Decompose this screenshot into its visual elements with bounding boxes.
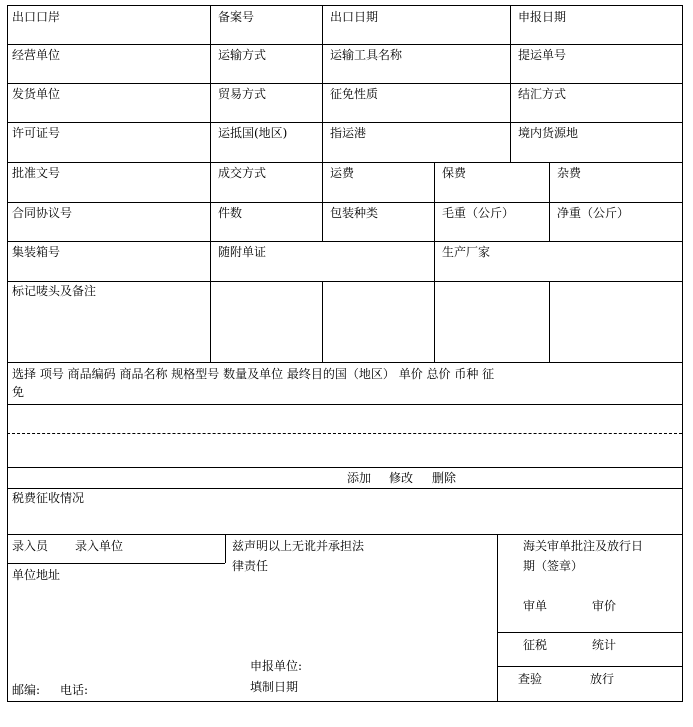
rule [7, 44, 682, 45]
rule [210, 5, 211, 362]
trade-mode-label: 贸易方式 [218, 87, 267, 101]
postcode-label: 邮编: [12, 683, 41, 697]
rule [7, 202, 682, 203]
customs-approval-label: 海关审单批注及放行日 [523, 539, 644, 553]
gross-weight-label: 毛重（公斤） [442, 206, 515, 220]
freight-label: 运费 [330, 166, 355, 180]
attached-docs-label: 随附单证 [218, 245, 267, 259]
rule [322, 5, 323, 241]
rule [549, 162, 550, 241]
inspection-label: 查验 [518, 672, 543, 686]
fill-date-label: 填制日期 [250, 680, 299, 694]
rule [7, 5, 8, 702]
rule [7, 122, 682, 123]
record-no-label: 备案号 [218, 10, 255, 24]
insurance-label: 保费 [442, 166, 467, 180]
tax-status-label: 税费征收情况 [12, 491, 85, 505]
rule [497, 666, 682, 667]
customs-approval-label-wrap: 期（签章） [523, 559, 584, 573]
goods-column-header-wrap: 免 [12, 385, 25, 399]
shipper-label: 发货单位 [12, 87, 61, 101]
manufacturer-label: 生产厂家 [442, 245, 491, 259]
business-unit-label: 经营单位 [12, 48, 61, 62]
dashed-rule [7, 433, 682, 434]
release-label: 放行 [590, 672, 615, 686]
declare-date-label: 申报日期 [518, 10, 567, 24]
transport-tool-label: 运输工具名称 [330, 48, 403, 62]
statistics-label: 统计 [592, 638, 617, 652]
contract-no-label: 合同协议号 [12, 206, 73, 220]
rule [7, 534, 682, 535]
container-no-label: 集装箱号 [12, 245, 61, 259]
pieces-label: 件数 [218, 206, 243, 220]
package-type-label: 包装种类 [330, 206, 379, 220]
export-date-label: 出口日期 [330, 10, 379, 24]
dest-country-label: 运抵国(地区) [218, 126, 288, 140]
rule [225, 534, 226, 563]
net-weight-label: 净重（公斤） [557, 206, 630, 220]
rule [7, 404, 682, 405]
rule [7, 162, 682, 163]
rule [434, 162, 435, 362]
rule [322, 281, 323, 362]
rule [7, 563, 225, 564]
approval-no-label: 批准文号 [12, 166, 61, 180]
rule [7, 467, 682, 468]
declaration-text-wrap: 律责任 [232, 559, 269, 573]
export-port-label: 出口口岸 [12, 10, 61, 24]
levy-label: 征税 [523, 638, 548, 652]
declaration-text: 兹声明以上无讹并承担法 [232, 539, 365, 553]
rule [7, 488, 682, 489]
rule [7, 5, 682, 6]
rule [497, 534, 498, 701]
misc-fee-label: 杂费 [557, 166, 582, 180]
dest-port-label: 指运港 [330, 126, 367, 140]
settlement-label: 结汇方式 [518, 87, 567, 101]
price-review-label: 审价 [592, 599, 617, 613]
rule [7, 362, 682, 363]
rule [7, 241, 682, 242]
add-button[interactable]: 添加 [347, 471, 372, 485]
rule [510, 5, 511, 162]
levy-nature-label: 征免性质 [330, 87, 379, 101]
declare-unit-label: 申报单位: [250, 659, 303, 673]
rule [7, 281, 682, 282]
rule [7, 701, 682, 702]
entry-unit-label: 录入单位 [75, 539, 124, 553]
unit-address-label: 单位地址 [12, 568, 61, 582]
rule [682, 5, 683, 702]
phone-label: 电话: [60, 683, 89, 697]
license-no-label: 许可证号 [12, 126, 61, 140]
transport-mode-label: 运输方式 [218, 48, 267, 62]
deal-mode-label: 成交方式 [218, 166, 267, 180]
rule [497, 632, 682, 633]
goods-column-header: 选择 项号 商品编码 商品名称 规格型号 数量及单位 最终目的国（地区） 单价 总价 币种 征 [12, 367, 495, 381]
entry-clerk-label: 录入员 [12, 539, 49, 553]
domestic-source-label: 境内货源地 [518, 126, 579, 140]
delete-button[interactable]: 删除 [432, 471, 457, 485]
rule [549, 281, 550, 362]
review-label: 审单 [523, 599, 548, 613]
marks-remarks-label: 标记唛头及备注 [12, 284, 97, 298]
rule [7, 83, 682, 84]
modify-button[interactable]: 修改 [389, 471, 414, 485]
bill-no-label: 提运单号 [518, 48, 567, 62]
